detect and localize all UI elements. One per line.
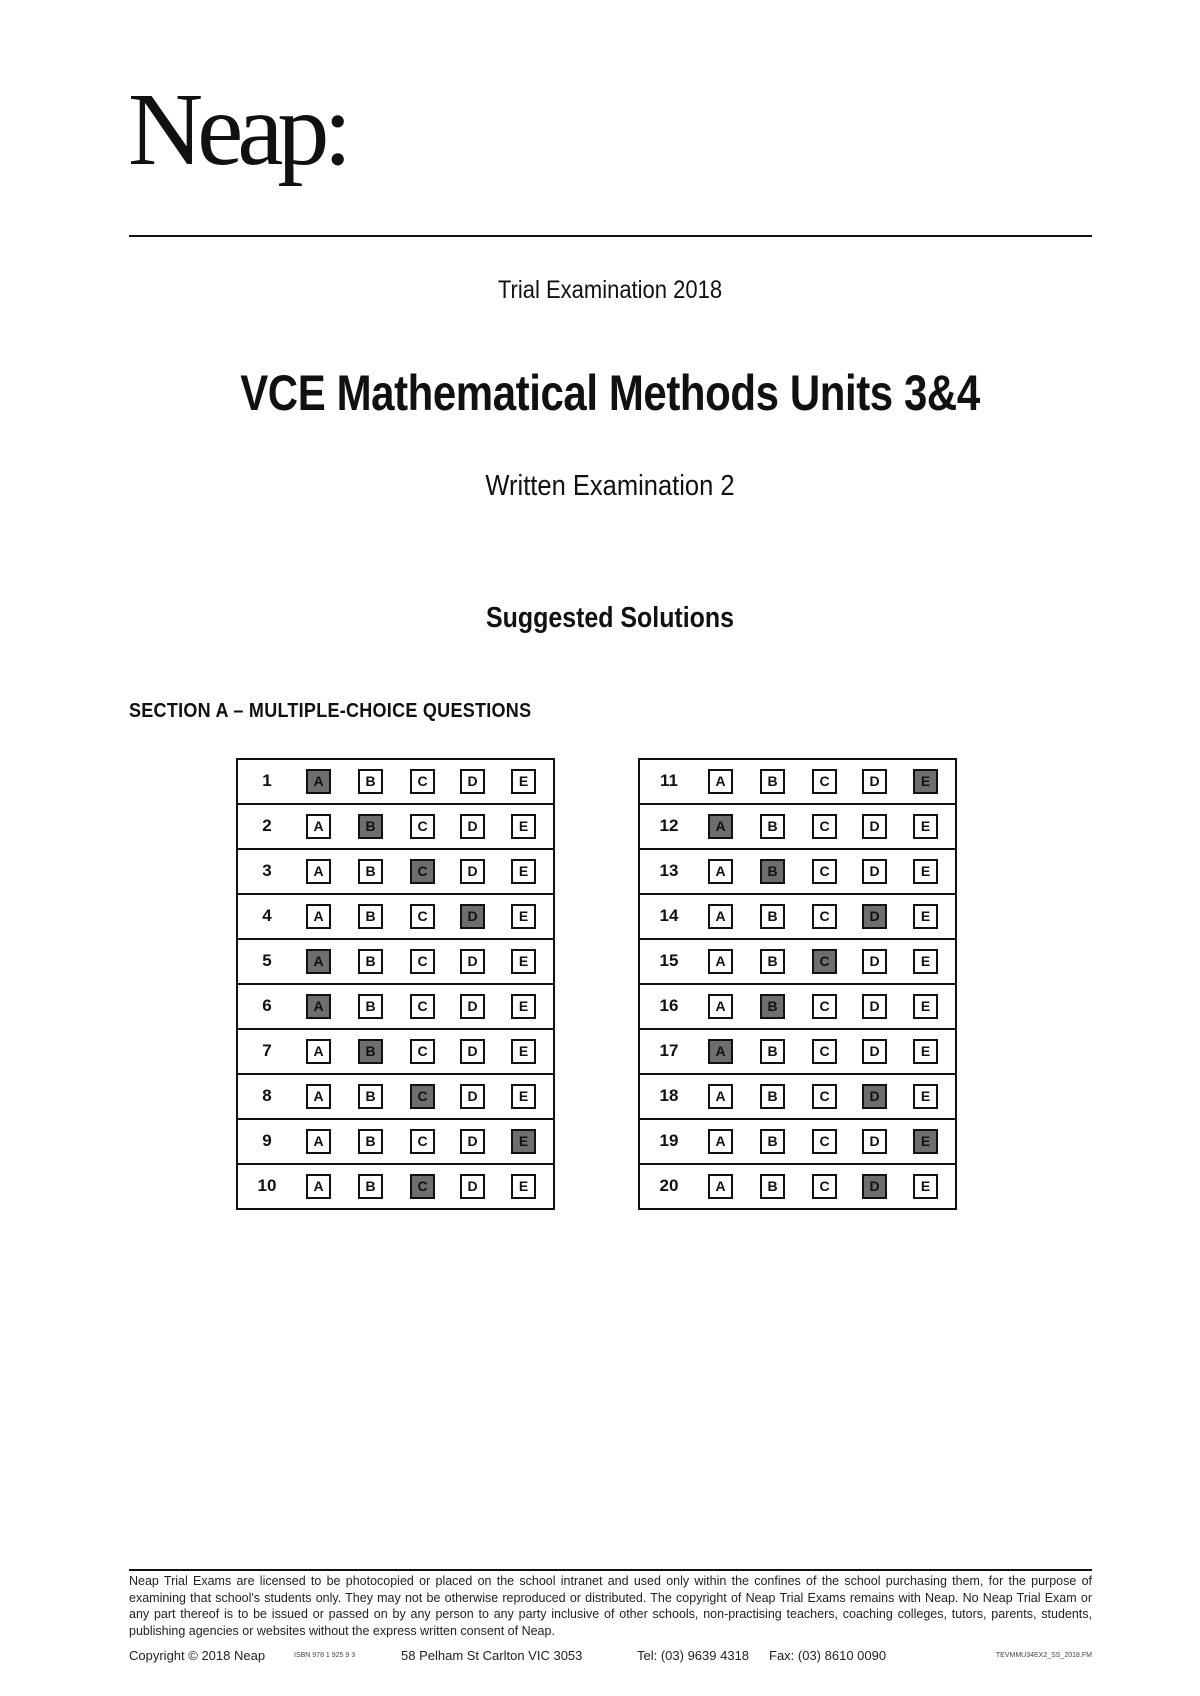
question-number: 1 — [262, 771, 272, 790]
question-number: 8 — [262, 1086, 272, 1105]
option-box: E — [913, 1174, 938, 1199]
answer-row — [238, 1165, 553, 1208]
copyright-text: Copyright © 2018 Neap — [129, 1648, 266, 1663]
option-box: E — [511, 994, 536, 1019]
question-number: 6 — [262, 996, 272, 1015]
question-number: 15 — [659, 951, 679, 970]
selected-option-box: D — [862, 1174, 887, 1199]
option-box: B — [358, 994, 383, 1019]
document-code: TEVMMU34EX2_SS_2018.FM — [995, 1652, 1092, 1659]
option-box: B — [358, 1129, 383, 1154]
option-box: B — [358, 1174, 383, 1199]
answer-row — [238, 1120, 553, 1165]
option-box: E — [913, 1084, 938, 1109]
option-box: D — [862, 814, 887, 839]
page-title: VCE Mathematical Methods Units 3&4 — [240, 365, 980, 421]
telephone-text: Tel: (03) 9639 4318 — [637, 1648, 750, 1663]
selected-option-box: C — [812, 949, 837, 974]
selected-option-box: A — [306, 949, 331, 974]
question-number: 3 — [262, 861, 272, 880]
option-box: A — [306, 904, 331, 929]
selected-option-box: C — [410, 859, 435, 884]
option-box: B — [760, 904, 785, 929]
question-number: 20 — [659, 1176, 679, 1195]
option-box: A — [708, 1174, 733, 1199]
option-box: A — [306, 814, 331, 839]
answer-row — [238, 760, 553, 805]
answer-row — [640, 1075, 955, 1120]
option-box: C — [812, 904, 837, 929]
option-box: E — [913, 859, 938, 884]
option-box: D — [460, 769, 485, 794]
option-box: D — [460, 859, 485, 884]
answer-row — [640, 985, 955, 1030]
option-box: D — [460, 1039, 485, 1064]
option-box: B — [760, 1039, 785, 1064]
selected-option-box: B — [760, 994, 785, 1019]
question-number: 2 — [262, 816, 272, 835]
neap-logo: Neap: — [128, 72, 347, 187]
question-number: 10 — [257, 1176, 277, 1195]
option-box: E — [913, 949, 938, 974]
option-box: E — [511, 859, 536, 884]
question-number: 14 — [659, 906, 679, 925]
selected-option-box: B — [358, 814, 383, 839]
answer-table-questions-1-10 — [236, 758, 555, 1210]
selected-option-box: E — [511, 1129, 536, 1154]
section-a-heading: SECTION A – MULTIPLE-CHOICE QUESTIONS — [129, 700, 532, 722]
selected-option-box: D — [460, 904, 485, 929]
option-box: C — [410, 1039, 435, 1064]
option-box: A — [708, 1129, 733, 1154]
option-box: C — [410, 1129, 435, 1154]
option-box: E — [913, 1039, 938, 1064]
question-number: 12 — [659, 816, 679, 835]
option-box: E — [913, 904, 938, 929]
answer-row — [238, 985, 553, 1030]
question-number: 11 — [660, 771, 678, 790]
selected-option-box: A — [306, 994, 331, 1019]
selected-option-box: E — [913, 769, 938, 794]
option-box: E — [511, 814, 536, 839]
fax-text: Fax: (03) 8610 0090 — [769, 1648, 887, 1663]
answer-row — [238, 1075, 553, 1120]
option-box: B — [358, 949, 383, 974]
option-box: D — [460, 949, 485, 974]
selected-option-box: A — [708, 1039, 733, 1064]
option-box: A — [306, 859, 331, 884]
option-box: E — [913, 994, 938, 1019]
option-box: B — [358, 1084, 383, 1109]
option-box: B — [760, 1174, 785, 1199]
option-box: C — [812, 814, 837, 839]
question-number: 17 — [659, 1041, 679, 1060]
option-box: E — [913, 814, 938, 839]
option-box: C — [812, 769, 837, 794]
option-box: B — [760, 769, 785, 794]
option-box: C — [812, 994, 837, 1019]
option-box: D — [862, 769, 887, 794]
question-number: 18 — [659, 1086, 679, 1105]
option-box: E — [511, 904, 536, 929]
header-divider — [129, 235, 1092, 237]
option-box: B — [358, 859, 383, 884]
option-box: D — [862, 994, 887, 1019]
answer-table-questions-11-20 — [638, 758, 957, 1210]
answer-row — [640, 1120, 955, 1165]
option-box: D — [460, 1084, 485, 1109]
question-number: 13 — [659, 861, 679, 880]
answer-row — [640, 1165, 955, 1208]
option-box: C — [410, 814, 435, 839]
option-box: C — [812, 1039, 837, 1064]
copyright-notice: Neap Trial Exams are licensed to be photocopied or placed on the school intranet and used only within the confines of the school purchasing them, for the purpose of examining that school's students only. They may not be otherwise reproduced or distributed. The copyright of Neap Trial Exams remains with Neap. No Neap Trial Exam or any part thereof is to be issued or passed on by any person to any party inclusive of other schools, non-practising teachers, coaching colleges, tutors, parents, students, publishing agencies or websites without the express written consent of Neap. — [129, 1574, 1092, 1638]
option-box: D — [862, 949, 887, 974]
option-box: A — [306, 1129, 331, 1154]
selected-option-box: D — [862, 1084, 887, 1109]
footer-divider — [129, 1569, 1092, 1571]
selected-option-box: B — [760, 859, 785, 884]
option-box: D — [460, 1129, 485, 1154]
answer-row — [640, 895, 955, 940]
option-box: D — [862, 1129, 887, 1154]
question-number: 4 — [262, 906, 272, 925]
answer-row — [238, 850, 553, 895]
answer-row — [640, 760, 955, 805]
answer-row — [238, 805, 553, 850]
suggested-solutions-heading: Suggested Solutions — [485, 602, 735, 634]
selected-option-box: A — [306, 769, 331, 794]
exam-subtitle: Written Examination 2 — [485, 470, 735, 502]
option-box: C — [812, 1129, 837, 1154]
question-number: 16 — [659, 996, 679, 1015]
selected-option-box: D — [862, 904, 887, 929]
answer-row — [640, 1030, 955, 1075]
option-box: B — [760, 1084, 785, 1109]
answer-row — [640, 850, 955, 895]
option-box: D — [862, 859, 887, 884]
isbn-text: ISBN 978 1 925 9 3 — [294, 1652, 356, 1659]
option-box: D — [460, 994, 485, 1019]
answer-row — [640, 940, 955, 985]
answer-row — [238, 895, 553, 940]
option-box: B — [358, 769, 383, 794]
option-box: A — [306, 1174, 331, 1199]
option-box: C — [812, 1084, 837, 1109]
option-box: A — [708, 1084, 733, 1109]
question-number: 19 — [659, 1131, 679, 1150]
selected-option-box: C — [410, 1174, 435, 1199]
answer-row — [238, 940, 553, 985]
option-box: E — [511, 1174, 536, 1199]
option-box: A — [708, 859, 733, 884]
option-box: E — [511, 949, 536, 974]
address-text: 58 Pelham St Carlton VIC 3053 — [401, 1648, 583, 1663]
option-box: D — [862, 1039, 887, 1064]
option-box: A — [708, 769, 733, 794]
selected-option-box: C — [410, 1084, 435, 1109]
option-box: B — [760, 814, 785, 839]
option-box: B — [358, 904, 383, 929]
option-box: D — [460, 1174, 485, 1199]
option-box: A — [708, 994, 733, 1019]
option-box: C — [410, 949, 435, 974]
option-box: D — [460, 814, 485, 839]
option-box: B — [760, 1129, 785, 1154]
option-box: A — [306, 1039, 331, 1064]
question-number: 9 — [262, 1131, 272, 1150]
answer-row — [238, 1030, 553, 1075]
option-box: E — [511, 1039, 536, 1064]
selected-option-box: E — [913, 1129, 938, 1154]
selected-option-box: B — [358, 1039, 383, 1064]
option-box: C — [812, 1174, 837, 1199]
option-box: A — [708, 904, 733, 929]
question-number: 5 — [262, 951, 272, 970]
selected-option-box: A — [708, 814, 733, 839]
question-number: 7 — [262, 1041, 272, 1060]
option-box: C — [410, 994, 435, 1019]
option-box: C — [410, 904, 435, 929]
option-box: E — [511, 1084, 536, 1109]
option-box: E — [511, 769, 536, 794]
trial-examination-label: Trial Examination 2018 — [497, 276, 723, 304]
option-box: A — [708, 949, 733, 974]
option-box: C — [812, 859, 837, 884]
option-box: A — [306, 1084, 331, 1109]
option-box: B — [760, 949, 785, 974]
answer-row — [640, 805, 955, 850]
option-box: C — [410, 769, 435, 794]
